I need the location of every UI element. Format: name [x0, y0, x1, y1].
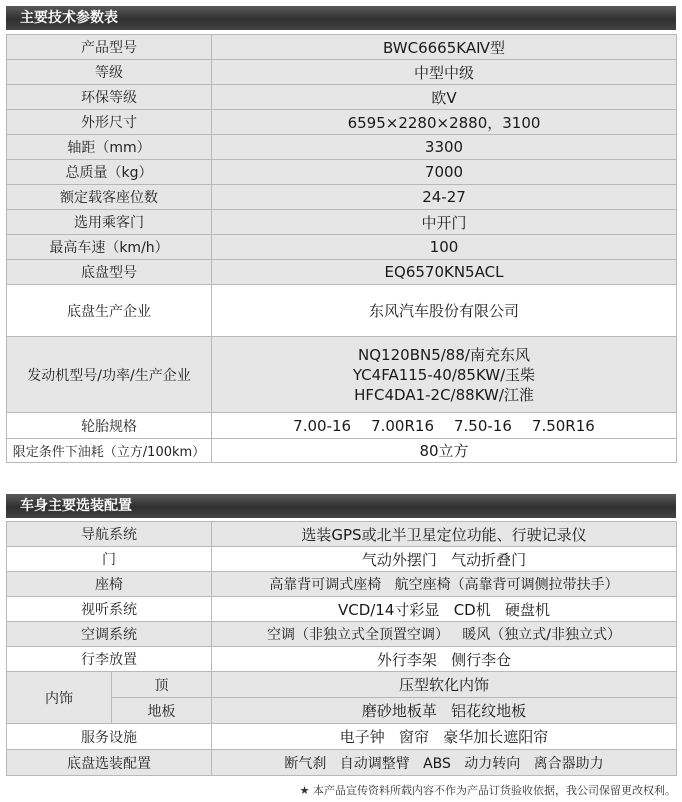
table-row [7, 622, 677, 647]
footnote: ★ 本产品宣传资料所载内容不作为产品订货验收依据，我公司保留更改权利。 [299, 784, 676, 797]
table-row [7, 647, 677, 672]
engine-label: 发动机型号/功率/生产企业 [7, 337, 212, 413]
options-title: 车身主要选装配置 [6, 494, 676, 518]
table-row [7, 210, 677, 235]
tech-params-table [6, 34, 677, 463]
row-value: 气动外摆门 气动折叠门 [212, 547, 677, 572]
row-value: 高靠背可调式座椅 航空座椅（高靠背可调侧拉带扶手） [212, 572, 677, 597]
row-value: 中开门 [212, 210, 677, 235]
row-value: 外行李架 侧行李仓 [212, 647, 677, 672]
table-row [7, 160, 677, 185]
interior-sub-label: 地板 [112, 698, 212, 724]
engine-value [212, 337, 677, 413]
tire-option: 7.50-16 [454, 416, 512, 435]
row-label: 总质量（kg） [7, 160, 212, 185]
row-label: 最高车速（km/h） [7, 235, 212, 260]
interior-sub-value: 磨砂地板革 铝花纹地板 [212, 698, 677, 724]
row-label: 服务设施 [7, 724, 212, 750]
row-label: 行李放置 [7, 647, 212, 672]
row-label: 底盘选装配置 [7, 750, 212, 776]
row-value: 7000 [212, 160, 677, 185]
tire-option: 7.50R16 [531, 416, 595, 435]
row-value: 空调（非独立式全顶置空调） 暖风（独立式/非独立式） [212, 622, 677, 647]
row-label: 空调系统 [7, 622, 212, 647]
row-value: 东风汽车股份有限公司 [212, 285, 677, 337]
tire-option: 7.00-16 [293, 416, 352, 435]
row-label: 视听系统 [7, 597, 212, 622]
table-row [7, 85, 677, 110]
row-value: 中型中级 [212, 60, 677, 85]
table-row [7, 60, 677, 85]
table-row [7, 750, 677, 776]
table-row [7, 572, 677, 597]
row-value: VCD/14寸彩显 CD机 硬盘机 [212, 597, 677, 622]
table-row [7, 185, 677, 210]
row-label: 选用乘客门 [7, 210, 212, 235]
engine-line: YC4FA115-40/85KW/玉柴 [352, 365, 536, 384]
engine-row [7, 337, 677, 413]
row-label: 导航系统 [7, 522, 212, 547]
table-row [7, 724, 677, 750]
row-value: BWC6665KAⅣ型 [212, 35, 677, 60]
row-value: 3300 [212, 135, 677, 160]
table-row [7, 110, 677, 135]
row-label: 底盘生产企业 [7, 285, 212, 337]
interior-sub-value: 压型软化内饰 [212, 672, 677, 698]
table-row [7, 235, 677, 260]
engine-line: HFC4DA1-2C/88KW/江淮 [354, 385, 534, 404]
fuel-value: 80立方 [212, 439, 677, 463]
row-value: 100 [212, 235, 677, 260]
table-row [7, 35, 677, 60]
row-label: 底盘型号 [7, 260, 212, 285]
row-label: 等级 [7, 60, 212, 85]
row-label: 外形尺寸 [7, 110, 212, 135]
row-label: 产品型号 [7, 35, 212, 60]
interior-label: 内饰 [7, 672, 112, 724]
row-label: 座椅 [7, 572, 212, 597]
tire-row [7, 413, 677, 439]
row-label: 门 [7, 547, 212, 572]
row-value: 24-27 [212, 185, 677, 210]
row-label: 额定载客座位数 [7, 185, 212, 210]
table-row [7, 285, 677, 337]
row-value: 选装GPS或北半卫星定位功能、行驶记录仪 [212, 522, 677, 547]
row-label: 轴距（mm） [7, 135, 212, 160]
row-value: 6595×2280×2880，3100 [212, 110, 677, 135]
row-value: 断气刹 自动调整臂 ABS 动力转向 离合器助力 [212, 750, 677, 776]
tech-params-title: 主要技术参数表 [6, 6, 676, 30]
row-label: 环保等级 [7, 85, 212, 110]
options-table [6, 521, 677, 776]
engine-line: NQ120BN5/88/南充东风 [358, 345, 530, 364]
table-row [7, 522, 677, 547]
tire-value [212, 413, 677, 439]
table-row [7, 135, 677, 160]
table-row [7, 547, 677, 572]
interior-sub-label: 顶 [112, 672, 212, 698]
fuel-row [7, 439, 677, 463]
tire-label: 轮胎规格 [7, 413, 212, 439]
fuel-label: 限定条件下油耗（立方/100km） [7, 439, 212, 463]
row-value: EQ6570KN5ACL [212, 260, 677, 285]
interior-row [7, 672, 677, 698]
row-value: 电子钟 窗帘 豪华加长遮阳帘 [212, 724, 677, 750]
table-row [7, 260, 677, 285]
row-value: 欧Ⅴ [212, 85, 677, 110]
tire-option: 7.00R16 [371, 416, 434, 435]
table-row [7, 597, 677, 622]
